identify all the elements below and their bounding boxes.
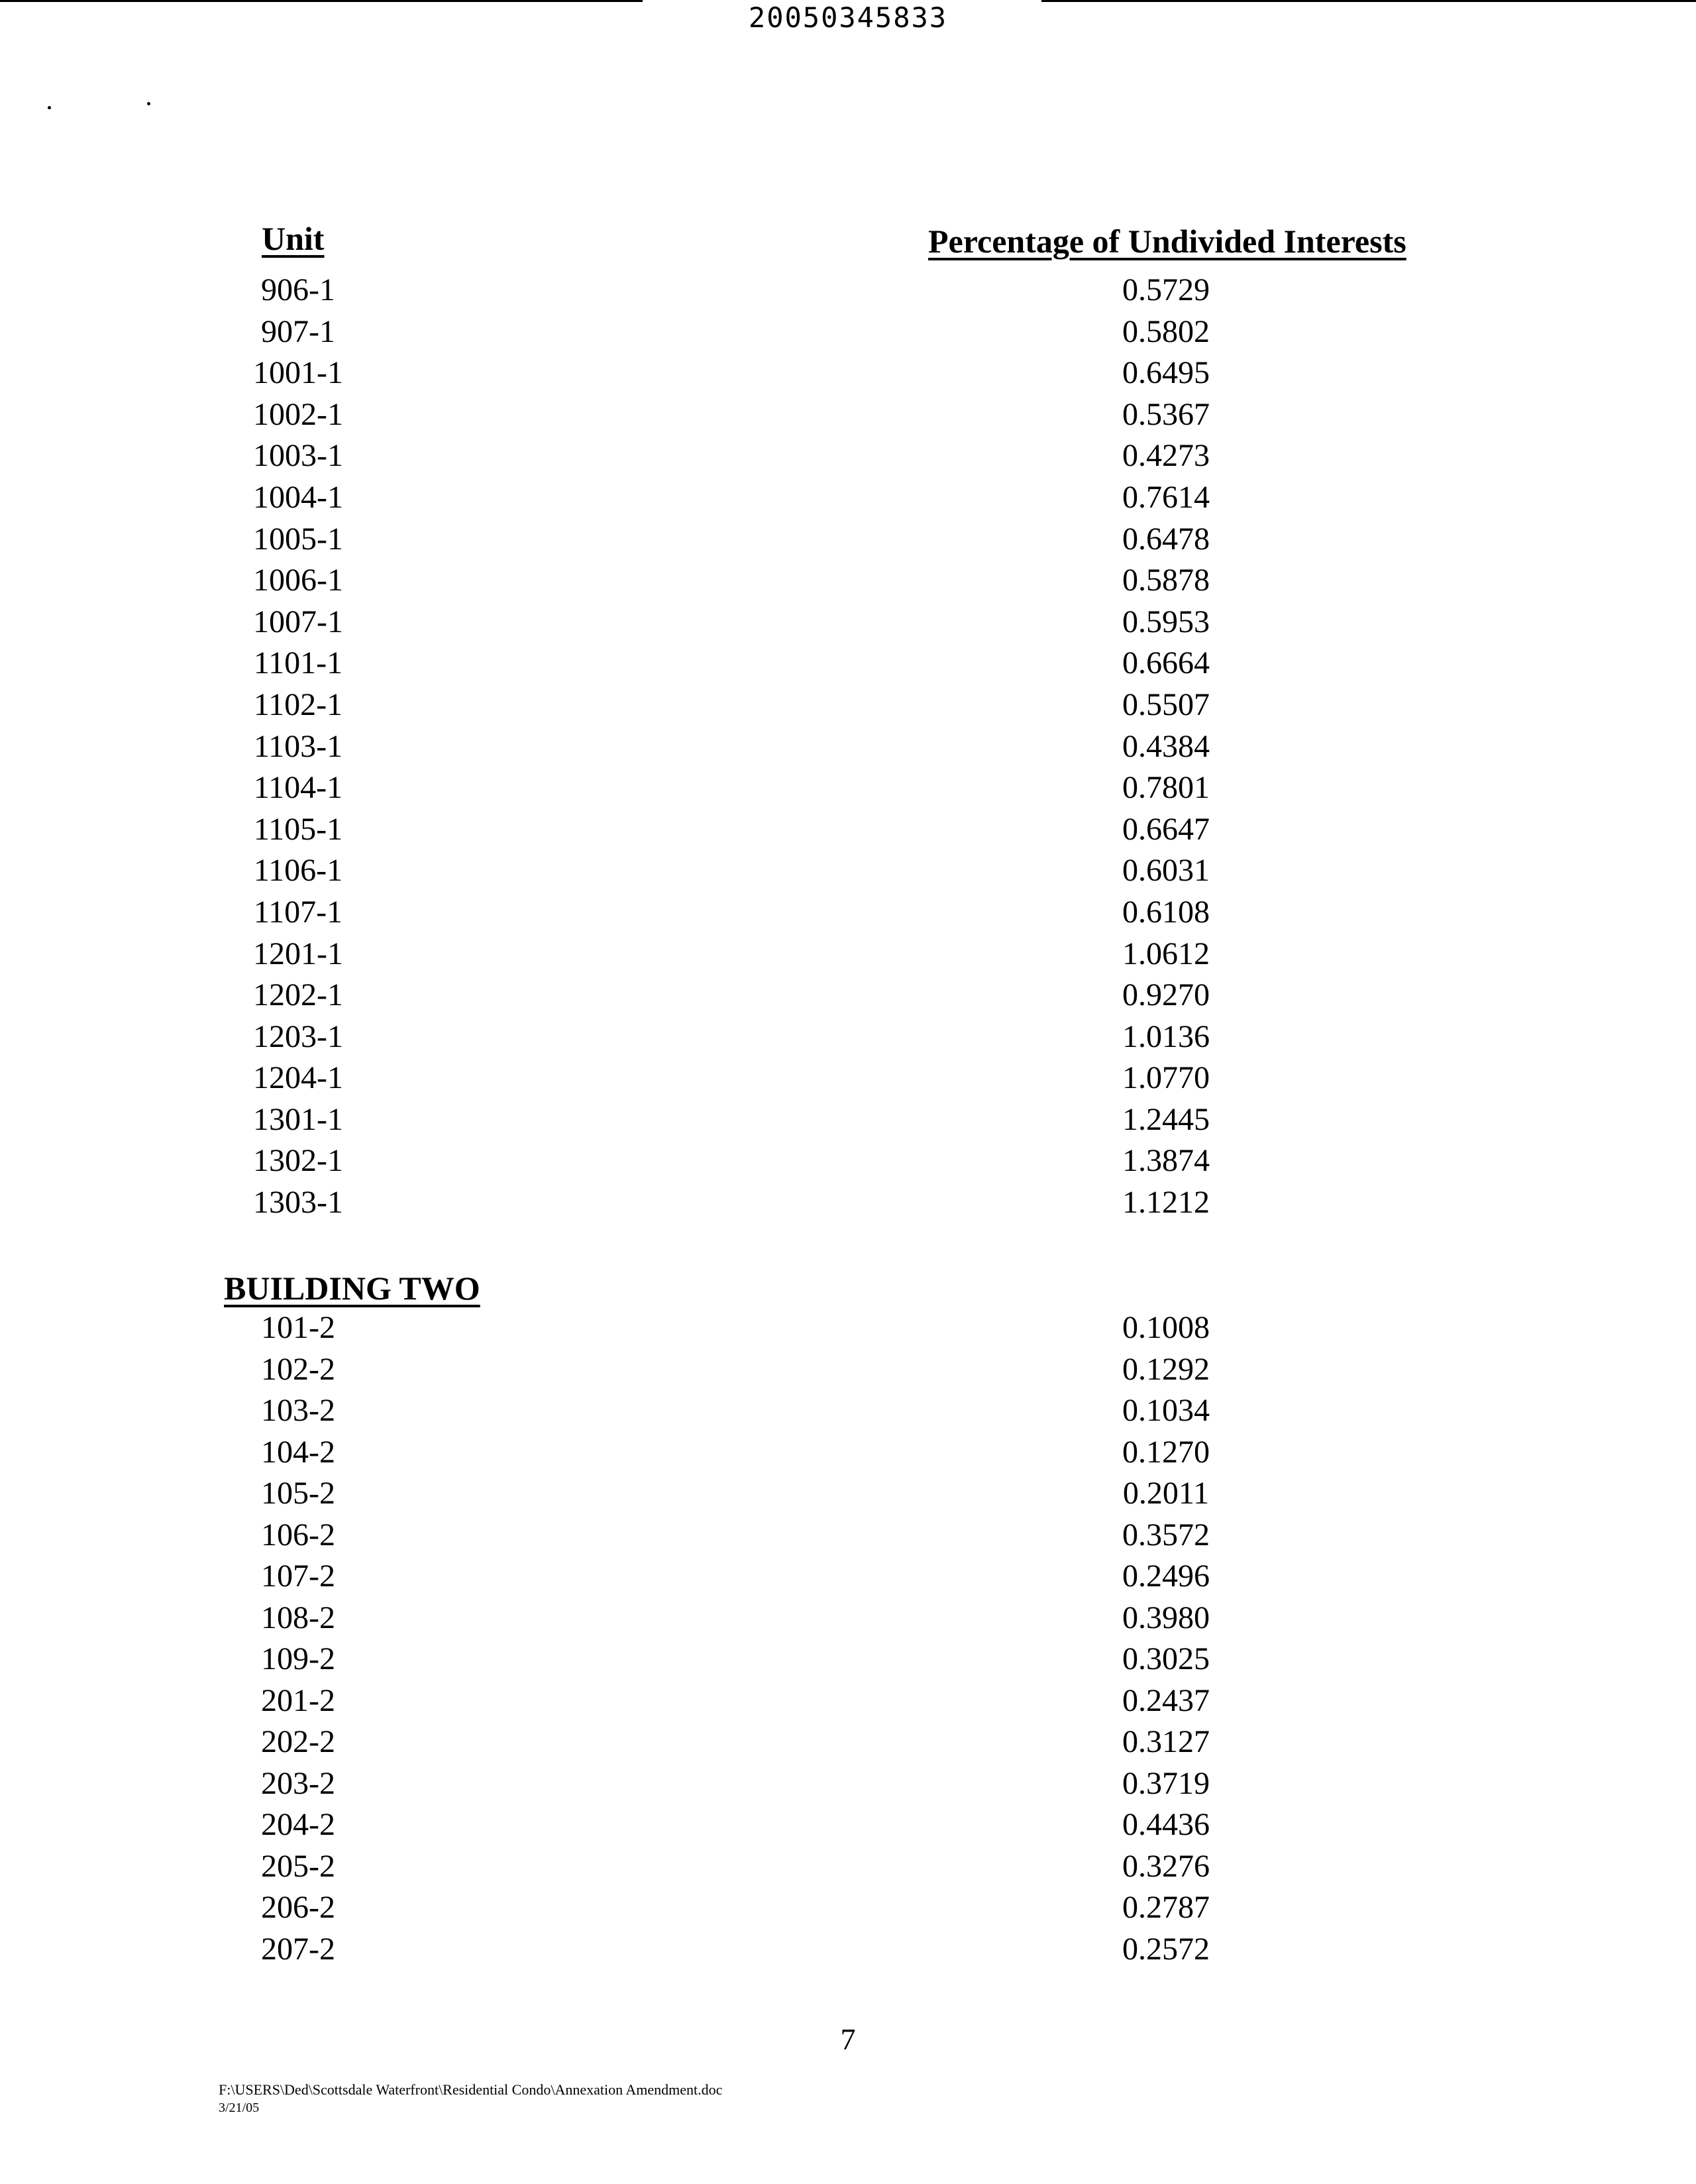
unit-cell: 1002-1 <box>253 396 343 432</box>
percentage-cell: 0.6664 <box>1122 645 1210 681</box>
building-two-table <box>0 1308 1696 1971</box>
document-number: 20050345833 <box>748 1 948 34</box>
table-row <box>0 1308 1696 1350</box>
table-row <box>0 1681 1696 1723</box>
percentage-cell: 0.4273 <box>1122 438 1210 474</box>
unit-cell: 203-2 <box>261 1765 335 1801</box>
percentage-cell: 0.4436 <box>1122 1807 1210 1842</box>
unit-cell: 108-2 <box>261 1600 335 1635</box>
table-row <box>0 1930 1696 1971</box>
table-row <box>0 1722 1696 1764</box>
table-row <box>0 1764 1696 1806</box>
unit-cell: 202-2 <box>261 1724 335 1759</box>
percentage-cell: 1.0612 <box>1122 936 1210 971</box>
unit-cell: 107-2 <box>261 1558 335 1594</box>
footer-date: 3/21/05 <box>219 2101 260 2115</box>
unit-cell: 205-2 <box>261 1848 335 1884</box>
table-row <box>0 1888 1696 1930</box>
percentage-cell: 1.2445 <box>1122 1101 1210 1137</box>
percentage-cell: 0.6495 <box>1122 355 1210 391</box>
unit-cell: 201-2 <box>261 1682 335 1718</box>
unit-cell: 1203-1 <box>253 1018 343 1054</box>
building-one-table <box>0 270 1696 1225</box>
unit-cell: 1103-1 <box>253 728 343 764</box>
table-row <box>0 1598 1696 1640</box>
table-row <box>0 727 1696 769</box>
table-row <box>0 1058 1696 1100</box>
table-row <box>0 1183 1696 1225</box>
table-row <box>0 1433 1696 1474</box>
unit-cell: 1104-1 <box>253 770 343 806</box>
table-row <box>0 1100 1696 1142</box>
percentage-cell: 1.0136 <box>1122 1018 1210 1054</box>
unit-cell: 106-2 <box>261 1517 335 1553</box>
percentage-cell: 0.3980 <box>1122 1600 1210 1635</box>
table-row <box>0 1017 1696 1059</box>
unit-cell: 1101-1 <box>253 645 343 681</box>
table-row <box>0 519 1696 561</box>
unit-cell: 1005-1 <box>253 521 343 557</box>
percentage-cell: 0.2496 <box>1122 1558 1210 1594</box>
unit-cell: 1204-1 <box>253 1060 343 1096</box>
percentage-cell: 0.2787 <box>1122 1890 1210 1925</box>
table-row <box>0 893 1696 934</box>
table-row <box>0 602 1696 644</box>
percentage-cell: 0.1008 <box>1122 1310 1210 1345</box>
percentage-cell: 0.2437 <box>1122 1682 1210 1718</box>
table-row <box>0 353 1696 395</box>
unit-cell: 1302-1 <box>253 1143 343 1179</box>
unit-cell: 101-2 <box>261 1310 335 1345</box>
unit-cell: 1303-1 <box>253 1185 343 1221</box>
percentage-cell: 0.3025 <box>1122 1641 1210 1676</box>
table-row <box>0 1474 1696 1515</box>
percentage-cell: 0.6647 <box>1122 811 1210 847</box>
table-row <box>0 685 1696 727</box>
table-row <box>0 810 1696 851</box>
table-row <box>0 1805 1696 1847</box>
unit-cell: 1003-1 <box>253 438 343 474</box>
table-row <box>0 1515 1696 1557</box>
unit-cell: 1106-1 <box>253 853 343 889</box>
unit-cell: 907-1 <box>261 313 335 349</box>
unit-cell: 1102-1 <box>253 686 343 722</box>
percentage-cell: 0.3127 <box>1122 1724 1210 1759</box>
table-row <box>0 851 1696 893</box>
table-row <box>0 1350 1696 1392</box>
percentage-cell: 0.2572 <box>1122 1931 1210 1967</box>
percentage-cell: 0.3572 <box>1122 1517 1210 1553</box>
percentage-cell: 1.0770 <box>1122 1060 1210 1096</box>
unit-cell: 204-2 <box>261 1807 335 1842</box>
table-row <box>0 270 1696 312</box>
unit-cell: 105-2 <box>261 1476 335 1511</box>
unit-cell: 1201-1 <box>253 936 343 971</box>
unit-cell: 1001-1 <box>253 355 343 391</box>
percentage-cell: 0.5367 <box>1122 396 1210 432</box>
unit-cell: 1301-1 <box>253 1101 343 1137</box>
unit-cell: 1007-1 <box>253 604 343 639</box>
percentage-cell: 1.1212 <box>1122 1185 1210 1221</box>
unit-cell: 1004-1 <box>253 479 343 515</box>
table-row <box>0 643 1696 685</box>
table-row <box>0 395 1696 437</box>
percentage-cell: 0.1270 <box>1122 1434 1210 1470</box>
percentage-cell: 0.5507 <box>1122 686 1210 722</box>
percentage-column-header: Percentage of Undivided Interests <box>928 223 1406 260</box>
percentage-cell: 0.1292 <box>1122 1351 1210 1387</box>
table-row <box>0 436 1696 478</box>
table-row <box>0 478 1696 519</box>
percentage-cell: 0.6031 <box>1122 853 1210 889</box>
percentage-cell: 0.1034 <box>1122 1393 1210 1428</box>
percentage-cell: 1.3874 <box>1122 1143 1210 1179</box>
unit-cell: 206-2 <box>261 1890 335 1925</box>
percentage-cell: 0.7801 <box>1122 770 1210 806</box>
building-two-heading: BUILDING TWO <box>224 1270 480 1307</box>
percentage-cell: 0.6478 <box>1122 521 1210 557</box>
percentage-cell: 0.3276 <box>1122 1848 1210 1884</box>
scan-speck <box>147 102 150 105</box>
unit-column-header: Unit <box>262 220 325 257</box>
table-row <box>0 1556 1696 1598</box>
unit-cell: 102-2 <box>261 1351 335 1387</box>
scan-speck <box>48 106 51 109</box>
unit-cell: 1107-1 <box>253 894 343 930</box>
unit-cell: 1202-1 <box>253 977 343 1013</box>
percentage-cell: 0.5729 <box>1122 272 1210 307</box>
table-row <box>0 1391 1696 1433</box>
table-row <box>0 312 1696 354</box>
percentage-cell: 0.5802 <box>1122 313 1210 349</box>
table-row <box>0 975 1696 1017</box>
percentage-cell: 0.5878 <box>1122 563 1210 598</box>
table-row <box>0 768 1696 810</box>
percentage-cell: 0.6108 <box>1122 894 1210 930</box>
table-row <box>0 1141 1696 1183</box>
unit-cell: 207-2 <box>261 1931 335 1967</box>
table-row <box>0 1639 1696 1681</box>
unit-cell: 104-2 <box>261 1434 335 1470</box>
unit-cell: 906-1 <box>261 272 335 307</box>
unit-cell: 1006-1 <box>253 563 343 598</box>
unit-cell: 103-2 <box>261 1393 335 1428</box>
table-row <box>0 934 1696 976</box>
percentage-cell: 0.9270 <box>1122 977 1210 1013</box>
percentage-cell: 0.3719 <box>1122 1765 1210 1801</box>
percentage-cell: 0.5953 <box>1122 604 1210 639</box>
table-row <box>0 561 1696 602</box>
table-row <box>0 1847 1696 1888</box>
unit-cell: 1105-1 <box>253 811 343 847</box>
percentage-cell: 0.7614 <box>1122 479 1210 515</box>
footer-file-path: F:\USERS\Ded\Scottsdale Waterfront\Residential Condo\Annexation Amendment.doc <box>219 2081 723 2098</box>
page-number: 7 <box>840 2022 856 2056</box>
percentage-cell: 0.2011 <box>1122 1476 1210 1511</box>
unit-cell: 109-2 <box>261 1641 335 1676</box>
percentage-cell: 0.4384 <box>1122 728 1210 764</box>
